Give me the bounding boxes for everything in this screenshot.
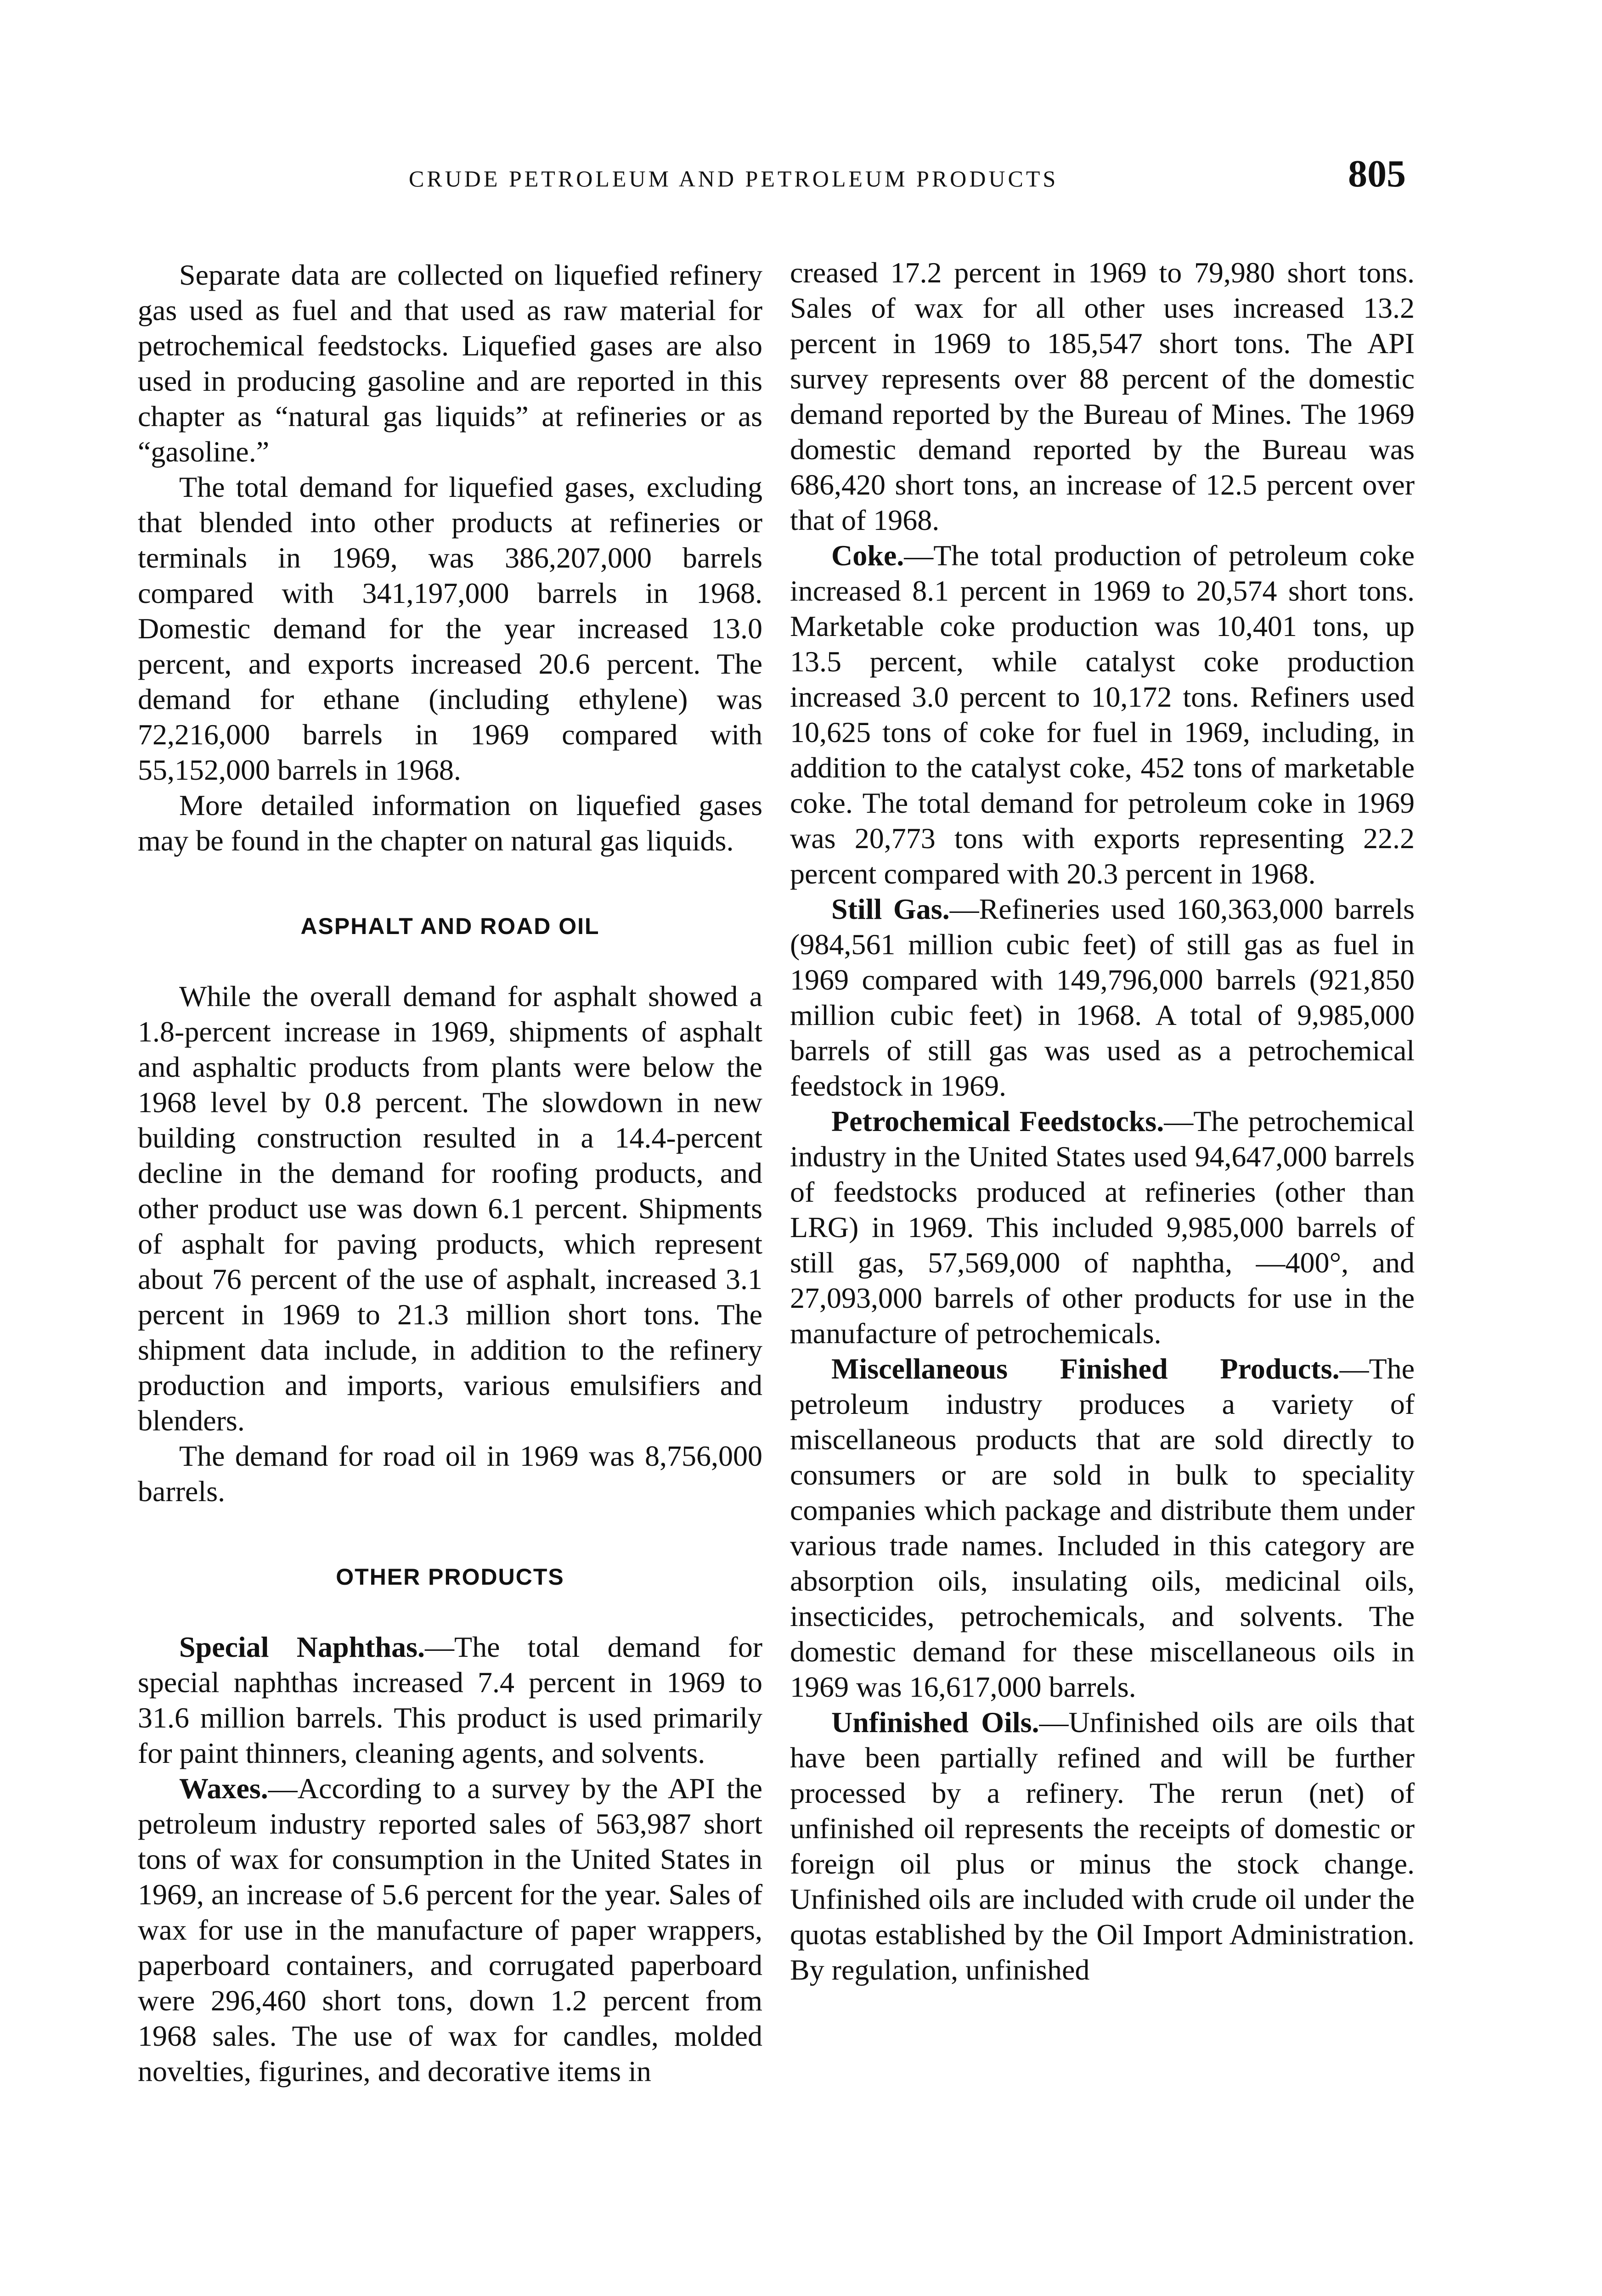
paragraph-more-information: More detailed information on liquefied gases may be found in the chapter on natural gas liquids.: [138, 789, 762, 857]
section-heading-other-products: OTHER PRODUCTS: [336, 1564, 564, 1590]
paragraph-petrochemical-feedstocks-text: —The petrochemical industry in the United States used 94,647,000 barrels of feedstocks produced at refineries (other than LRG) in 1969. This included 9,985,000 barrels of still gas, 57,569,000 of naphtha, —400°, and 27,093,000 barrels of other products for use in the manufacture of petrochemicals.: [790, 1105, 1415, 1350]
page-number: 805: [1348, 152, 1406, 195]
paragraph-waxes-text: —According to a survey by the API the petroleum industry reported sales of 563,987 short tons of wax for consumption in the United States in 1969, an increase of 5.6 percent for the year. Sales of wax for use in the manufacture of paper wrappers, paperboard containers, and corrugated paperboard were 296,460 short tons, down 1.2 percent from 1968 sales. The use of wax for candles, molded novelties, figurines, and decorative items in: [138, 1772, 762, 2088]
paragraph-unfinished-oils: [790, 1705, 1415, 1987]
paragraph-waxes-continued: creased 17.2 percent in 1969 to 79,980 short tons. Sales of wax for all other uses increased 13.2 percent in 1969 to 185,547 short tons. The API survey represents over 88 percent of the domestic demand reported by the Bureau of Mines. The 1969 domestic demand reported by the Bureau was 686,420 short tons, an increase of 12.5 percent over that of 1968.: [790, 256, 1415, 536]
paragraph-miscellaneous-finished-products-text: —The petroleum industry produces a variety of miscellaneous products that are sold directly to consumers or are sold in bulk to speciality companies which package and distribute them under various trade names. Included in this category are absorption oils, insulating oils, medicinal oils, insecticides, petrochemicals, and solvents. The domestic demand for these miscellaneous oils in 1969 was 16,617,000 barrels.: [790, 1352, 1415, 1703]
run-in-coke: Coke.: [831, 539, 904, 572]
paragraph-waxes: [138, 1771, 762, 2089]
section-heading-asphalt: ASPHALT AND ROAD OIL: [300, 913, 600, 939]
run-in-waxes: Waxes.: [179, 1772, 268, 1805]
paragraph-special-naphthas-text: —The total demand for special naphthas increased 7.4 percent in 1969 to 31.6 million barrels. This product is used primarily for paint thinners, cleaning agents, and solvents.: [138, 1631, 762, 1769]
paragraph-petrochemical-feedstocks: [790, 1103, 1415, 1351]
left-column: [138, 257, 762, 2089]
paragraph-liquefied-gases-demand: The total demand for liquefied gases, excluding that blended into other products at refineries or terminals in 1969, was 386,207,000 barrels compared with 341,197,000 barrels in 1968. Domestic demand for the year increased 13.0 percent, and exports increased 20.6 percent. The demand for ethane (including ethylene) was 72,216,000 barrels in 1969 compared with 55,152,000 barrels in 1968.: [138, 471, 762, 786]
paragraph-miscellaneous-finished-products: [790, 1351, 1415, 1705]
run-in-special-naphthas: Special Naphthas.: [179, 1631, 425, 1663]
paragraph-still-gas-text: —Refineries used 160,363,000 barrels (984,561 million cubic feet) of still gas as fuel in 1969 compared with 149,796,000 barrels (921,850 million cubic feet) in 1968. A total of 9,985,000 barrels of still gas was used as a petrochemical feedstock in 1969.: [790, 893, 1415, 1102]
running-head: CRUDE PETROLEUM AND PETROLEUM PRODUCTS: [409, 166, 1059, 191]
run-in-unfinished-oils: Unfinished Oils.: [831, 1706, 1039, 1739]
run-in-petrochemical-feedstocks: Petrochemical Feedstocks.: [831, 1105, 1164, 1137]
paragraph-liquefied-refinery-gas: Separate data are collected on liquefied refinery gas used as fuel and that used as raw material for petrochemical feedstocks. Liquefied gases are also used in producing gasoline and are reported in this chapter as “natural gas liquids” at refineries or as “gasoline.”: [138, 259, 762, 468]
paragraph-coke: [790, 538, 1415, 891]
paragraph-unfinished-oils-text: —Unfinished oils are oils that have been partially refined and will be further processed by a refinery. The rerun (net) of unfinished oil represents the receipts of domestic or foreign oil plus or minus the stock change. Unfinished oils are included with crude oil under the quotas established by the Oil Import Administration. By regulation, unfinished: [790, 1706, 1415, 1986]
run-in-still-gas: Still Gas.: [831, 893, 950, 925]
paragraph-coke-text: —The total production of petroleum coke increased 8.1 percent in 1969 to 20,574 short tons. Marketable coke production was 10,401 tons, up 13.5 percent, while catalyst coke production increased 3.0 percent to 10,172 tons. Refiners used 10,625 tons of coke for fuel in 1969, including, in addition to the catalyst coke, 452 tons of marketable coke. The total demand for petroleum coke in 1969 was 20,773 tons with exports representing 22.2 percent compared with 20.3 percent in 1968.: [790, 539, 1415, 890]
paragraph-special-naphthas: [138, 1629, 762, 1771]
paragraph-road-oil: The demand for road oil in 1969 was 8,756,000 barrels.: [138, 1440, 762, 1508]
right-column: [790, 255, 1415, 1987]
run-in-miscellaneous-finished-products: Miscellaneous Finished Products.: [831, 1352, 1340, 1385]
paragraph-asphalt-demand: While the overall demand for asphalt showed a 1.8-percent increase in 1969, shipments of asphalt and asphaltic products from plants were below the 1968 level by 0.8 percent. The slowdown in new building construction resulted in a 14.4-percent decline in the demand for roofing products, and other product use was down 6.1 percent. Shipments of asphalt for paving products, which represent about 76 percent of the use of asphalt, increased 3.1 percent in 1969 to 21.3 million short tons. The shipment data include, in addition to the refinery production and imports, various emulsifiers and blenders.: [138, 980, 762, 1437]
paragraph-still-gas: [790, 891, 1415, 1103]
